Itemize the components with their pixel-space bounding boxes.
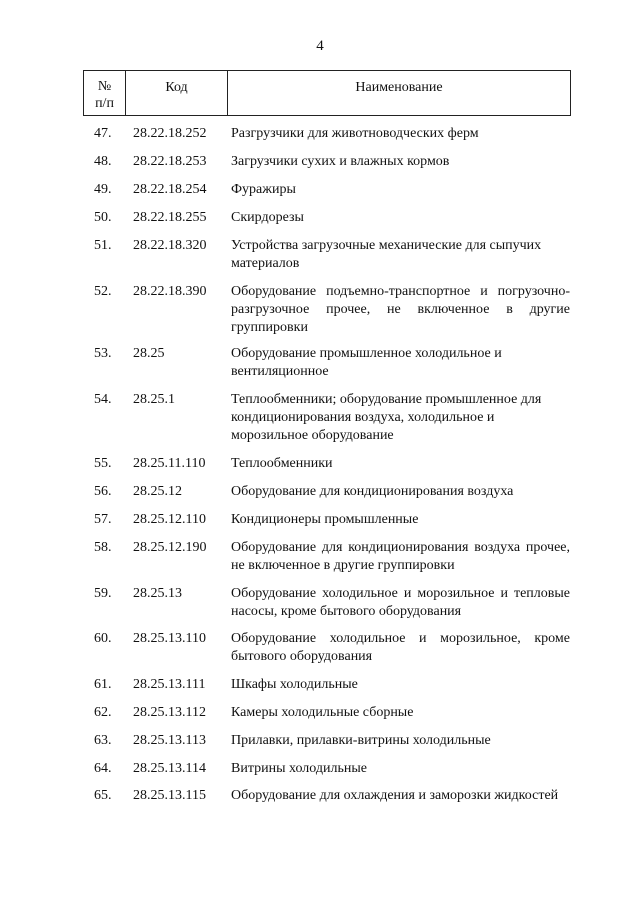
row-number: 56. xyxy=(94,484,112,499)
row-code: 28.25.13 xyxy=(133,586,182,601)
row-code: 28.22.18.252 xyxy=(133,126,207,141)
row-code: 28.25.13.110 xyxy=(133,631,206,646)
row-code: 28.22.18.253 xyxy=(133,154,207,169)
header-name-label: Наименование xyxy=(355,80,443,95)
row-number: 61. xyxy=(94,677,112,692)
row-name: Оборудование холодильное и морозильное, кроме бытового оборудования xyxy=(231,631,570,664)
row-number: 50. xyxy=(94,210,112,225)
header-name xyxy=(228,71,570,115)
row-number: 54. xyxy=(94,392,112,407)
row-number: 48. xyxy=(94,154,112,169)
row-name: Устройства загрузочные механические для сыпучих материалов xyxy=(231,238,542,271)
row-number: 63. xyxy=(94,733,112,748)
row-code: 28.22.18.320 xyxy=(133,238,207,253)
page-number: 4 xyxy=(316,38,324,54)
row-name: Кондиционеры промышленные xyxy=(231,512,419,527)
row-code: 28.25.11.110 xyxy=(133,456,206,471)
row-name: Оборудование промышленное холодильное и вентиляционное xyxy=(231,346,502,379)
row-name: Оборудование для кондиционирования воздуха прочее, не включенное в другие группировки xyxy=(231,540,570,573)
row-number: 57. xyxy=(94,512,112,527)
row-number: 51. xyxy=(94,238,112,253)
row-number: 49. xyxy=(94,182,112,197)
header-code xyxy=(126,71,228,115)
row-name: Оборудование холодильное и морозильное и тепловые насосы, кроме бытового оборудования xyxy=(231,586,570,619)
row-number: 47. xyxy=(94,126,112,141)
row-code: 28.25.12.190 xyxy=(133,540,207,555)
table-header xyxy=(83,70,571,116)
row-code: 28.25.13.112 xyxy=(133,705,206,720)
row-name: Шкафы холодильные xyxy=(231,677,358,692)
row-number: 58. xyxy=(94,540,112,555)
row-number: 52. xyxy=(94,284,112,299)
row-name: Прилавки, прилавки-витрины холодильные xyxy=(231,733,491,748)
row-name: Фуражиры xyxy=(231,182,296,197)
row-name: Камеры холодильные сборные xyxy=(231,705,414,720)
row-name: Витрины холодильные xyxy=(231,761,367,776)
row-code: 28.25 xyxy=(133,346,165,361)
row-name: Разгрузчики для животноводческих ферм xyxy=(231,126,479,141)
row-number: 65. xyxy=(94,788,112,803)
row-name: Загрузчики сухих и влажных кормов xyxy=(231,154,450,169)
row-number: 59. xyxy=(94,586,112,601)
header-num xyxy=(84,71,126,115)
row-code: 28.25.13.113 xyxy=(133,733,206,748)
header-num-label: № п/п xyxy=(95,79,114,111)
row-number: 64. xyxy=(94,761,112,776)
row-code: 28.25.13.114 xyxy=(133,761,206,776)
row-name: Оборудование для охлаждения и заморозки жидкостей xyxy=(231,788,559,803)
header-code-label: Код xyxy=(165,80,188,95)
row-code: 28.25.12.110 xyxy=(133,512,206,527)
row-code: 28.22.18.255 xyxy=(133,210,207,225)
row-number: 60. xyxy=(94,631,112,646)
row-name: Оборудование для кондиционирования воздуха xyxy=(231,484,514,499)
row-code: 28.25.12 xyxy=(133,484,182,499)
row-number: 62. xyxy=(94,705,112,720)
row-number: 53. xyxy=(94,346,112,361)
row-code: 28.22.18.254 xyxy=(133,182,207,197)
row-code: 28.25.1 xyxy=(133,392,175,407)
row-name: Теплообменники; оборудование промышленное для кондиционирования воздуха, холодильное и морозильное оборудование xyxy=(231,392,542,443)
row-name: Скирдорезы xyxy=(231,210,304,225)
row-name: Теплообменники xyxy=(231,456,333,471)
row-code: 28.25.13.111 xyxy=(133,677,206,692)
row-number: 55. xyxy=(94,456,112,471)
row-code: 28.25.13.115 xyxy=(133,788,206,803)
row-name: Оборудование подъемно-транспортное и погрузочно-разгрузочное прочее, не включенное в другие группировки xyxy=(231,284,570,335)
row-code: 28.22.18.390 xyxy=(133,284,207,299)
